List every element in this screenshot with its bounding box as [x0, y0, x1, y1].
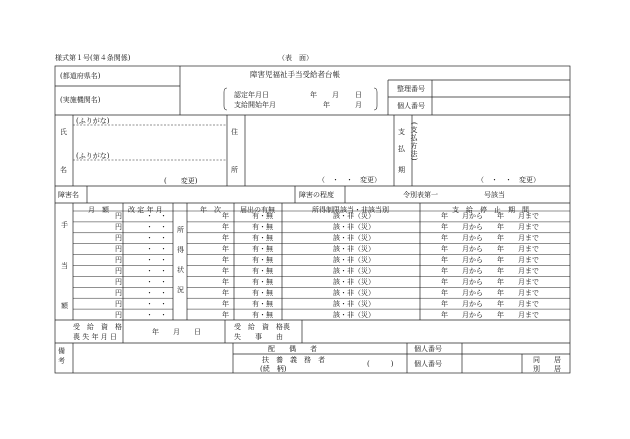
suspension-period-cell: 年 月から 年 月まで — [441, 212, 539, 221]
agency-name-label: (実施機関名) — [60, 96, 101, 104]
year-cell: 年 — [222, 234, 229, 243]
year-cell: 年 — [222, 223, 229, 232]
personal-number-label: 個人番号 — [397, 102, 425, 110]
name-label-1: 氏 — [60, 128, 67, 136]
suspension-period-cell: 年 月から 年 月まで — [441, 277, 539, 286]
report-cell: 有・無 — [252, 212, 273, 221]
year-cell: 年 — [222, 277, 229, 286]
yen-cell: 円 — [115, 234, 122, 243]
suspension-period-cell: 年 月から 年 月まで — [441, 256, 539, 265]
dependent-label: 扶 養 義 務 者 — [262, 356, 325, 364]
year-cell: 年 — [222, 256, 229, 265]
report-cell: 有・無 — [252, 288, 273, 297]
col-suspension-period: 支 給 停 止 期 間 — [452, 206, 529, 214]
spouse-label: 配 偶 者 — [268, 345, 317, 353]
disability-degree-label: 障害の程度 — [299, 191, 334, 199]
col-monthly-amount: 月 額 — [88, 206, 109, 214]
yen-cell: 円 — [115, 223, 122, 232]
yen-cell: 円 — [115, 212, 122, 221]
loss-date: 年 月 日 — [152, 328, 201, 336]
yen-cell: 円 — [115, 288, 122, 297]
address-changed-note: （ ・ ・ 変更） — [318, 176, 381, 184]
same-house-label: 同 居 — [533, 356, 561, 364]
income-limit-cell: 該・非（災） — [333, 256, 375, 265]
income-limit-cell: 該・非（災） — [333, 234, 375, 243]
income-limit-cell: 該・非（災） — [333, 245, 375, 254]
yen-cell: 円 — [115, 299, 122, 308]
remarks-label-2: 考 — [58, 357, 65, 365]
spouse-personal-number-label: 個人番号 — [414, 345, 442, 353]
relation-paren: ( ) — [367, 360, 394, 368]
revision-date-cell: ・ ・ — [146, 245, 167, 254]
year-cell: 年 — [222, 245, 229, 254]
pay-month-unit: 月 — [355, 101, 362, 109]
income-limit-cell: 該・非（災） — [333, 288, 375, 297]
allowance-side-1: 手 — [61, 221, 68, 229]
payment-label-3: 期 — [398, 166, 405, 174]
income-limit-cell: 該・非（災） — [333, 310, 375, 319]
revision-date-cell: ・ ・ — [146, 299, 167, 308]
furigana-label-2: (ふりがな) — [76, 152, 110, 160]
address-label-1: 住 — [231, 128, 238, 136]
col-report: 届出の有無 — [240, 206, 275, 214]
payment-label-2: 払 — [398, 145, 405, 153]
income-limit-cell: 該・非（災） — [333, 299, 375, 308]
pay-year-unit: 年 — [323, 101, 330, 109]
revision-date-cell: ・ ・ — [146, 266, 167, 275]
reference-number-label: 整理番号 — [397, 85, 425, 93]
revision-date-cell: ・ ・ — [146, 212, 167, 221]
name-changed-note: ( 変更) — [164, 177, 198, 185]
report-cell: 有・無 — [252, 266, 273, 275]
loss-label-1: 受 給 資 格 — [73, 323, 122, 331]
separate-house-label: 別 居 — [533, 365, 561, 373]
certification-date-label: 認定年月日 — [234, 91, 269, 99]
income-limit-cell: 該・非（災） — [333, 277, 375, 286]
report-cell: 有・無 — [252, 223, 273, 232]
page-side-label: （表 面） — [278, 54, 313, 62]
col-revision-date: 改 定 年 月 — [128, 206, 163, 214]
report-cell: 有・無 — [252, 299, 273, 308]
income-limit-cell: 該・非（災） — [333, 223, 375, 232]
report-cell: 有・無 — [252, 245, 273, 254]
income-status-1: 所 — [177, 226, 184, 234]
name-label-2: 名 — [60, 166, 67, 174]
yen-cell: 円 — [115, 310, 122, 319]
relation-label: (続 柄) — [260, 365, 287, 373]
col-fiscal-year: 年 次 — [200, 206, 221, 214]
page-title: 障害児福祉手当受給者台帳 — [250, 70, 340, 79]
yen-cell: 円 — [115, 245, 122, 254]
income-status-4: 況 — [177, 286, 184, 294]
ordinance-table-label: 令別表第一 — [403, 191, 438, 199]
cert-year-unit: 年 — [310, 91, 317, 99]
income-limit-cell: 該・非（災） — [333, 266, 375, 275]
cert-month-unit: 月 — [332, 91, 339, 99]
year-cell: 年 — [222, 288, 229, 297]
yen-cell: 円 — [115, 277, 122, 286]
suspension-period-cell: 年 月から 年 月まで — [441, 234, 539, 243]
revision-date-cell: ・ ・ — [146, 256, 167, 265]
loss-reason-1: 受 給 資 格喪 — [234, 323, 290, 331]
allowance-side-3: 額 — [61, 302, 68, 310]
revision-date-cell: ・ ・ — [146, 288, 167, 297]
form-number: 様式第１号(第４条関係) — [55, 54, 131, 62]
suspension-period-cell: 年 月から 年 月まで — [441, 245, 539, 254]
revision-date-cell: ・ ・ — [146, 310, 167, 319]
dependent-personal-number-label: 個人番号 — [414, 360, 442, 368]
address-label-2: 所 — [231, 166, 238, 174]
revision-date-cell: ・ ・ — [146, 234, 167, 243]
furigana-label-1: (ふりがな) — [76, 117, 110, 125]
suspension-period-cell: 年 月から 年 月まで — [441, 266, 539, 275]
payment-changed-note: （ ・ ・ 変更） — [477, 176, 540, 184]
report-cell: 有・無 — [252, 277, 273, 286]
year-cell: 年 — [222, 212, 229, 221]
loss-label-2: 喪 失 年 月 日 — [73, 333, 117, 341]
remarks-label-1: 備 — [58, 347, 65, 355]
disability-name-label: 障害名 — [58, 191, 79, 199]
income-status-3: 状 — [177, 266, 184, 274]
allowance-side-2: 当 — [61, 262, 68, 270]
year-cell: 年 — [222, 310, 229, 319]
revision-date-cell: ・ ・ — [146, 277, 167, 286]
income-limit-cell: 該・非（災） — [333, 212, 375, 221]
cert-day-unit: 日 — [355, 91, 362, 99]
year-cell: 年 — [222, 299, 229, 308]
revision-date-cell: ・ ・ — [146, 223, 167, 232]
income-status-2: 得 — [177, 246, 184, 254]
loss-reason-2: 失 事 由 — [234, 333, 283, 341]
year-cell: 年 — [222, 266, 229, 275]
suspension-period-cell: 年 月から 年 月まで — [441, 288, 539, 297]
report-cell: 有・無 — [252, 256, 273, 265]
suspension-period-cell: 年 月から 年 月まで — [441, 310, 539, 319]
col-income-limit: 所得制限該当・非該当別 — [312, 206, 389, 214]
report-cell: 有・無 — [252, 234, 273, 243]
suspension-period-cell: 年 月から 年 月まで — [441, 223, 539, 232]
yen-cell: 円 — [115, 256, 122, 265]
payment-method-label: (支払方法) — [410, 122, 418, 162]
pay-start-label: 支給開始年月 — [234, 101, 276, 109]
payment-label-1: 支 — [398, 128, 405, 136]
suspension-period-cell: 年 月から 年 月まで — [441, 299, 539, 308]
report-cell: 有・無 — [252, 310, 273, 319]
prefecture-name-label: (都道府県名) — [60, 72, 101, 80]
yen-cell: 円 — [115, 266, 122, 275]
item-applicable-label: 号該当 — [484, 191, 505, 199]
